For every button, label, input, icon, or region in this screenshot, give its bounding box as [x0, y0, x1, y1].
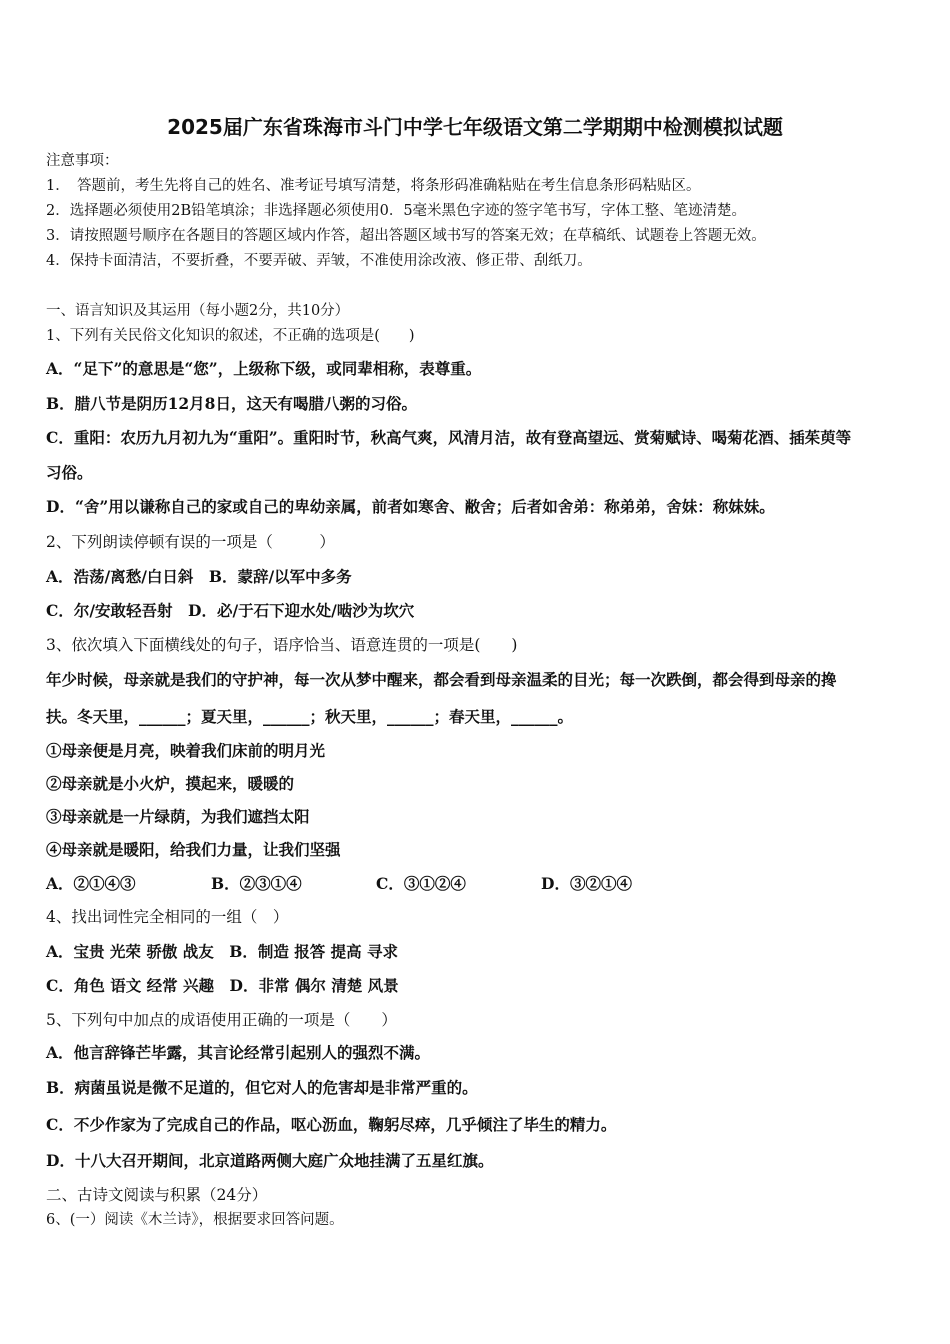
q5-option-b: B．病菌虽说是微不足道的，但它对人的危害却是非常严重的。: [46, 1078, 478, 1097]
notice-heading: 注意事项：: [46, 153, 119, 169]
q3-sentence-4: ④母亲就是暖阳，给我们力量，让我们坚强: [46, 840, 341, 859]
q1-option-b: B．腊八节是阴历12月8日，这天有喝腊八粥的习俗。: [46, 394, 417, 413]
q5-option-a: A．他言辞锋芒毕露，其言论经常引起别人的强烈不满。: [46, 1043, 431, 1062]
q3-sentence-3: ③母亲就是一片绿荫，为我们遮挡太阳: [46, 807, 310, 826]
q3-options: [46, 874, 632, 894]
notice-item-3: 3．请按照题号顺序在各题目的答题区域内作答，超出答题区域书写的答案无效；在草稿纸、试题卷上答题无效。: [46, 228, 766, 244]
q1-option-c-cont: 习俗。: [46, 463, 93, 482]
q2-stem: 2、下列朗读停顿有误的一项是（ ）: [46, 533, 335, 551]
q2-options-ab: A．浩荡/离愁/白日斜 B．蒙辞/以军中多务: [46, 567, 352, 586]
q3-option-d: D．③②①④: [541, 874, 632, 893]
notice-item-1: 1． 答题前，考生先将自己的姓名、准考证号填写清楚，将条形码准确粘贴在考生信息条形码粘贴区。: [46, 178, 701, 194]
q3-sentence-1: ①母亲便是月亮，映着我们床前的明月光: [46, 741, 326, 760]
q3-option-b: B．②③①④: [211, 874, 302, 893]
q1-option-a: A．“足下”的意思是“您”，上级称下级，或同辈相称，表尊重。: [46, 359, 482, 378]
exam-title: 2025届广东省珠海市斗门中学七年级语文第二学期期中检测模拟试题: [167, 115, 783, 139]
notice-item-4: 4．保持卡面清洁，不要折叠，不要弄破、弄皱，不准使用涂改液、修正带、刮纸刀。: [46, 253, 592, 269]
q4-options-ab: A．宝贵 光荣 骄傲 战友 B．制造 报答 提高 寻求: [46, 942, 399, 961]
q5-stem: 5、下列句中加点的成语使用正确的一项是（ ）: [46, 1011, 397, 1029]
q4-stem: 4、找出词性完全相同的一组（ ）: [46, 908, 289, 926]
section2-heading: 二、古诗文阅读与积累（24分）: [46, 1186, 268, 1204]
q3-option-a: A．②①④③: [46, 874, 136, 893]
q3-passage-cont: 扶。冬天里，______；夏天里，______；秋天里，______；春天里，______。: [46, 707, 574, 726]
q3-sentence-2: ②母亲就是小火炉，摸起来，暖暖的: [46, 774, 295, 793]
q3-stem: 3、依次填入下面横线处的句子，语序恰当、语意连贯的一项是( ): [46, 636, 518, 654]
q5-option-c: C．不少作家为了完成自己的作品，呕心沥血，鞠躬尽瘁，几乎倾注了毕生的精力。: [46, 1115, 617, 1134]
q1-option-c: C．重阳：农历九月初九为“重阳”。重阳时节，秋高气爽，风清月洁，故有登高望远、赏菊赋诗、喝菊花酒、插茱萸等: [46, 428, 852, 447]
q2-options-cd: C．尔/安敢轻吾射 D．必/于石下迎水处/啮沙为坎穴: [46, 601, 415, 620]
q4-options-cd: C．角色 语文 经常 兴趣 D．非常 偶尔 清楚 风景: [46, 976, 399, 995]
notice-item-2: 2．选择题必须使用2B铅笔填涂；非选择题必须使用0．5毫米黑色字迹的签字笔书写，字体工整、笔迹清楚。: [46, 203, 747, 219]
q3-passage: 年少时候，母亲就是我们的守护神，每一次从梦中醒来，都会看到母亲温柔的目光；每一次跌倒，都会得到母亲的搀: [46, 670, 837, 689]
section1-heading: 一、语言知识及其运用（每小题2分，共10分）: [46, 303, 350, 319]
q6-stem: 6、(一）阅读《木兰诗》，根据要求回答问题。: [46, 1212, 344, 1228]
q1-option-d: D．“舍”用以谦称自己的家或自己的卑幼亲属，前者如寒舍、敝舍；后者如舍弟：称弟弟，舍妹：称妹妹。: [46, 497, 775, 516]
q1-stem: 1、下列有关民俗文化知识的叙述，不正确的选项是( ): [46, 328, 415, 344]
q5-option-d: D．十八大召开期间，北京道路两侧大庭广众地挂满了五星红旗。: [46, 1151, 494, 1170]
q3-option-c: C．③①②④: [376, 874, 466, 893]
